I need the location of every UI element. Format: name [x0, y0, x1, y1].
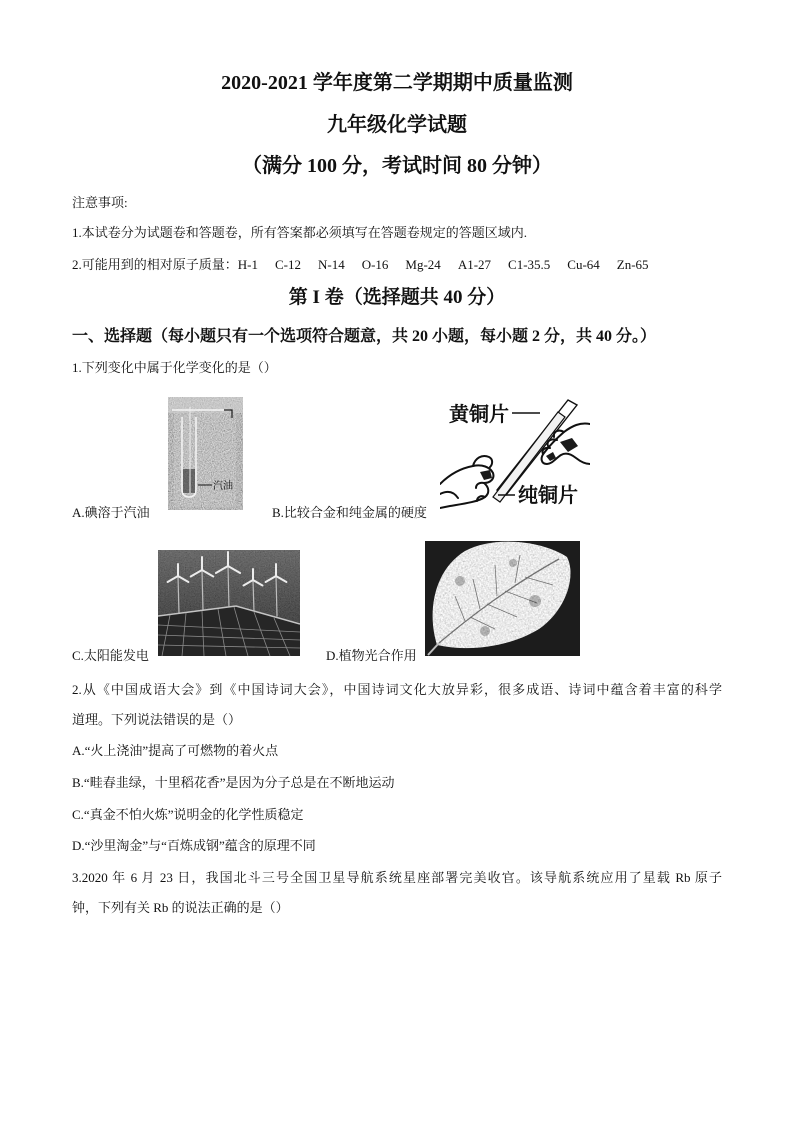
- part-title: 一、选择题（每小题只有一个选项符合题意，共 20 小题，每小题 2 分，共 40 分。）: [72, 328, 657, 345]
- question-2-option-b: B.“畦春韭绿，十里稻花香”是因为分子总是在不断地运动: [72, 775, 395, 790]
- question-3-stem-line-2: 钟，下列有关 Rb 的说法正确的是（）: [72, 900, 289, 915]
- brass-sheet-label: 黄铜片: [449, 402, 509, 426]
- figure-alloy-hardness: [440, 398, 590, 510]
- figure-iodine-in-gasoline: [168, 397, 243, 510]
- atomic-mass-item: H-1: [237, 257, 258, 272]
- exam-subtitle: 九年级化学试题: [327, 114, 467, 136]
- atomic-mass-item: Zn-65: [616, 257, 649, 272]
- question-1-stem: 1.下列变化中属于化学变化的是（）: [72, 360, 277, 375]
- atomic-mass-item: Cu-64: [567, 257, 600, 272]
- question-2-option-a: A.“火上浇油”提高了可燃物的着火点: [72, 743, 279, 758]
- exam-title: 2020-2021 学年度第二学期期中质量监测: [221, 72, 573, 94]
- figure-solar-power: [158, 550, 300, 656]
- atomic-mass-item: O-16: [361, 257, 389, 272]
- exam-info: （满分 100 分，考试时间 80 分钟）: [242, 155, 552, 177]
- atomic-mass-item: Mg-24: [405, 257, 441, 272]
- notice-heading: 注意事项:: [72, 195, 128, 210]
- question-2-stem-line-2: 道理。下列说法错误的是（）: [72, 712, 242, 727]
- question-1-option-b: B.比较合金和纯金属的硬度: [272, 505, 427, 520]
- question-1-option-c: C.太阳能发电: [72, 648, 149, 663]
- question-1-option-d: D.植物光合作用: [326, 648, 417, 663]
- section-title: 第 I 卷（选择题共 40 分）: [288, 287, 506, 308]
- notice-item-1: 1.本试卷分为试题卷和答题卷，所有答案都必须填写在答题卷规定的答题区域内.: [72, 225, 528, 240]
- atomic-mass-item: A1-27: [457, 257, 492, 272]
- question-3-stem-line-1: 3.2020 年 6 月 23 日，我国北斗三号全国卫星导航系统星座部署完美收官。该导航系统应用了星载 Rb 原子: [72, 870, 722, 885]
- question-2-option-d: D.“沙里淘金”与“百炼成钢”蕴含的原理不同: [72, 838, 316, 853]
- notice-item-2: [72, 255, 649, 275]
- figure-photosynthesis-leaf: [425, 541, 580, 656]
- notice-item-2-prefix: 2.可能用到的相对原子质量：: [72, 257, 238, 272]
- question-1-option-a: A.碘溶于汽油: [72, 505, 150, 520]
- copper-sheet-label: 纯铜片: [518, 483, 578, 507]
- question-2-stem-line-1: 2.从《中国成语大会》到《中国诗词大会》，中国诗词文化大放异彩，很多成语、诗词中蕴含着丰富的科学: [72, 682, 722, 697]
- atomic-mass-item: C-12: [274, 257, 301, 272]
- gasoline-label: 汽油: [213, 481, 233, 492]
- atomic-mass-item: C1-35.5: [508, 257, 551, 272]
- question-2-option-c: C.“真金不怕火炼”说明金的化学性质稳定: [72, 807, 304, 822]
- atomic-mass-item: N-14: [317, 257, 345, 272]
